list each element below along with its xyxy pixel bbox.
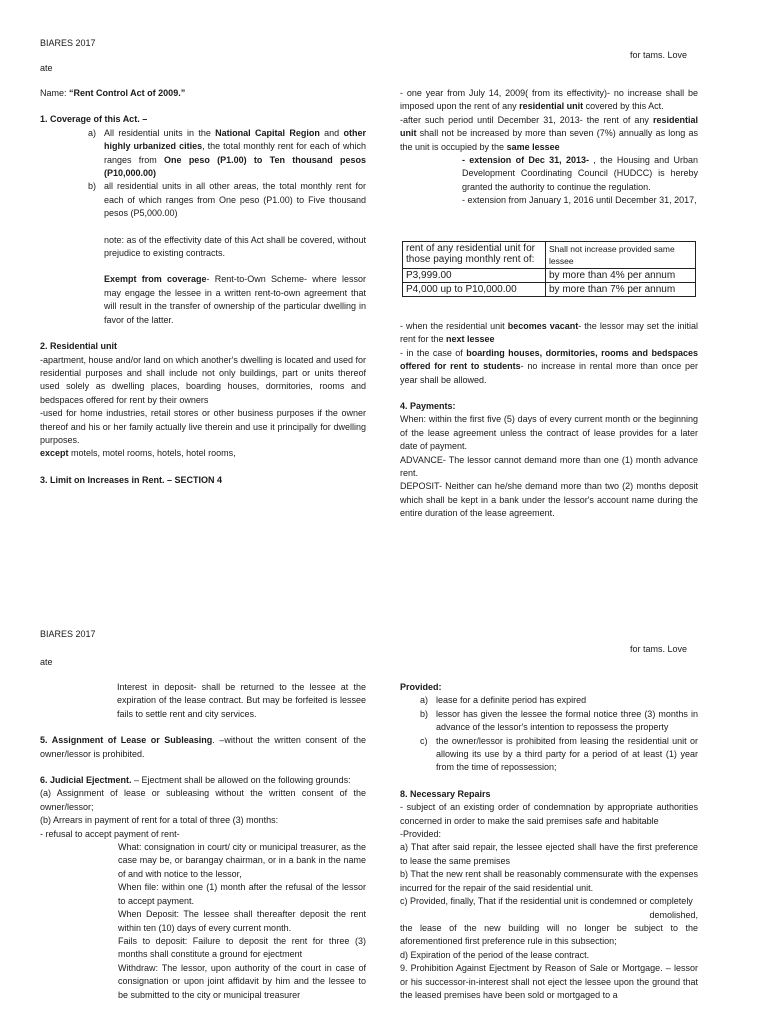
table-row: [403, 283, 696, 297]
coverage-item-b: [40, 180, 366, 220]
name-label: Name:: [40, 88, 70, 98]
coverage-note: note: as of the effectivity date of this Act shall be covered, without prejudice to existing contracts.: [104, 234, 366, 259]
provided-title: Provided:: [400, 682, 442, 692]
table-cell: P3,999.00: [403, 269, 546, 283]
rent-increase-table: [402, 241, 696, 297]
page1-ate: ate: [40, 63, 53, 73]
table-cell: by more than 4% per annum: [546, 269, 696, 283]
section-3-title: 3. Limit on Increases in Rent. – SECTION 4: [40, 474, 223, 485]
ground-b: (b) Arrears in payment of rent for a total of three (3) months:: [40, 815, 279, 826]
page1-header-left: BIARES 2017: [40, 38, 96, 48]
table-row: [403, 242, 696, 269]
provided-item-c: c) the owner/lessor is prohibited from leasing the residential unit or allowing its use by a third party for a period of at least (1) year from the time of repossession;: [420, 735, 698, 773]
repairs-c: c) Provided, finally, That if the residential unit is condemned or completely demolished,: [400, 896, 698, 920]
page2-ate: ate: [40, 657, 53, 667]
provided-item-b: b) lessor has given the lessee the formal notice three (3) months in advance of the lessor's intention to repossess the property: [420, 708, 698, 733]
consignation-deposit: When Deposit: The lessee shall thereafter deposit the rent within ten (10) days of every current month.: [118, 909, 366, 933]
item-marker: b): [88, 181, 97, 192]
consignation-fails: Fails to deposit: Failure to deposit the rent for three (3) months shall constitute a ground for ejectment: [118, 935, 366, 960]
repairs-c-continued: the lease of the new building will no longer be subject to the aforementioned first preference rule in this subsection;: [400, 922, 698, 947]
consignation-when: When file: within one (1) month after the refusal of the lessor to accept payment.: [118, 882, 366, 906]
page2-header-right: for tams. Love: [630, 644, 688, 654]
residential-home-industries: -used for home industries, retail stores or other business purposes if the owner thereof and his or her family actually live therein and use it principally for dwelling purposes.: [40, 408, 366, 445]
item-marker: a): [88, 127, 97, 138]
section-4-title: 4. Payments:: [400, 401, 456, 412]
section-5: 5. Assignment of Lease or Subleasing. –without the written consent of the owner/lessor is prohibited.: [40, 735, 366, 759]
section-2-title: 2. Residential unit: [40, 341, 118, 352]
repairs-provided: -Provided:: [400, 829, 442, 840]
name-line: [40, 87, 366, 100]
rent-increase-paragraph: -after such period until December 31, 2013- the rent of any residential unit shall not be increased by more than seven (7%) annually as long as the unit is occupied by the same lessee: [400, 114, 698, 152]
section-1-title: 1. Coverage of this Act. –: [40, 114, 148, 125]
page1-right-column: [400, 87, 698, 208]
consignation-what: What: consignation in court/ city or municipal treasurer, as the case may be, or barangay chairman, or in a bank in the name of and with notice to the lessor,: [118, 842, 366, 879]
act-name: “Rent Control Act of 2009.”: [69, 88, 186, 98]
refusal-line: - refusal to accept payment of rent-: [40, 828, 180, 839]
extension-2013: - extension of Dec 31, 2013- , the Housing and Urban Development Coordinating Council (HUDCC) is hereby granted the authority to continue the regulation.: [462, 155, 698, 192]
section-9: 9. Prohibition Against Ejectment by Reason of Sale or Mortgage. – lessor or his successor-in-interest shall not eject the lessee upon the ground that the leased premises have been sold or mortgaged to a: [400, 963, 698, 1000]
provided-item-a: a) lease for a definite period has expired: [420, 695, 587, 706]
rent-freeze-paragraph: - one year from July 14, 2009( from its effectivity)- no increase shall be imposed upon the rent of any residential unit covered by this Act.: [400, 88, 698, 112]
ground-a: (a) Assignment of lease or subleasing without the written consent of the owner/lessor;: [40, 788, 366, 812]
extension-2016: - extension from January 1, 2016 until December 31, 2017,: [462, 195, 697, 206]
section-6: 6. Judicial Ejectment. – Ejectment shall be allowed on the following grounds:: [40, 775, 351, 786]
table-cell: by more than 7% per annum: [546, 283, 696, 297]
page2-right-column: [400, 681, 698, 1002]
payment-advance: ADVANCE- The lessor cannot demand more than one (1) month advance rent.: [400, 454, 698, 479]
page2-left-column: [40, 681, 366, 1002]
payment-when: When: within the first five (5) days of every current month or the beginning of the lease agreement unless the contract of lease provides for a later date of payment.: [400, 414, 698, 452]
repairs-condemnation: - subject of an existing order of condemnation by appropriate authorities concerned in order to make the said premises safe and habitable: [400, 802, 698, 826]
residential-except: except motels, motel rooms, hotels, hotel rooms,: [40, 448, 236, 459]
repairs-d: d) Expiration of the period of the lease contract.: [400, 949, 590, 960]
coverage-item-b-text: all residential units in all other areas, the total monthly rent for each of which ranges from One peso (P1.00) to Five thousand pesos (P5,000.00): [104, 181, 366, 219]
section-8-title: 8. Necessary Repairs: [400, 788, 491, 799]
coverage-item-a-text: All residential units in the National Capital Region and other highly urbanized cities, the total monthly rent for each of which ranges from One peso (P1.00) to Ten thousand pesos (P10,000.00): [104, 127, 366, 179]
consignation-withdraw: Withdraw: The lessor, upon authority of the court in case of consignation or upon joint affidavit by him and the lessee to be submitted to the city or municipal treasurer: [118, 962, 366, 1000]
table-row: [403, 269, 696, 283]
table-cell: rent of any residential unit for those paying monthly rent of:: [403, 242, 546, 269]
payment-deposit: DEPOSIT- Neither can he/she demand more than two (2) months deposit which shall be kept in a bank under the lessor's account name during the entire duration of the lease agreement.: [400, 481, 698, 519]
page1-left-column: [40, 87, 366, 487]
table-cell: P4,000 up to P10,000.00: [403, 283, 546, 297]
table-cell: Shall not increase provided same lessee: [546, 242, 696, 269]
repairs-b: b) That the new rent shall be reasonably commensurate with the expenses incurred for the repair of the said residential unit.: [400, 869, 698, 893]
residential-definition: -apartment, house and/or land on which another's dwelling is located and used for residential purposes and shall include not only buildings, part or units thereof used solely as dwelling places, boarding houses, dormitories, rooms and bedspaces offered for rent by their owners: [40, 354, 366, 405]
repairs-a: a) That after said repair, the lessee ejected shall have the first preference to lease the same premises: [400, 842, 698, 866]
coverage-item-a: [40, 127, 366, 181]
boarding-paragraph: - in the case of boarding houses, dormitories, rooms and bedspaces offered for rent to students- no increase in rental more than once per year shall be allowed.: [400, 347, 698, 385]
vacant-paragraph: - when the residential unit becomes vacant- the lessor may set the initial rent for the next lessee: [400, 321, 698, 345]
page1-header-right: for tams. Love: [630, 50, 688, 60]
page1-right-column-lower: [400, 320, 698, 521]
interest-in-deposit: Interest in deposit- shall be returned to the lessee at the expiration of the lease contract. But may be forfeited is lessee fails to settle rent and city services.: [117, 682, 366, 719]
exempt-paragraph: Exempt from coverage- Rent-to-Own Scheme- where lessor may engage the lessee in a written rent-to-own agreement that will result in the transfer of ownership of the particular dwelling in favor of the latter.: [104, 274, 366, 325]
page2-header-left: BIARES 2017: [40, 629, 96, 639]
